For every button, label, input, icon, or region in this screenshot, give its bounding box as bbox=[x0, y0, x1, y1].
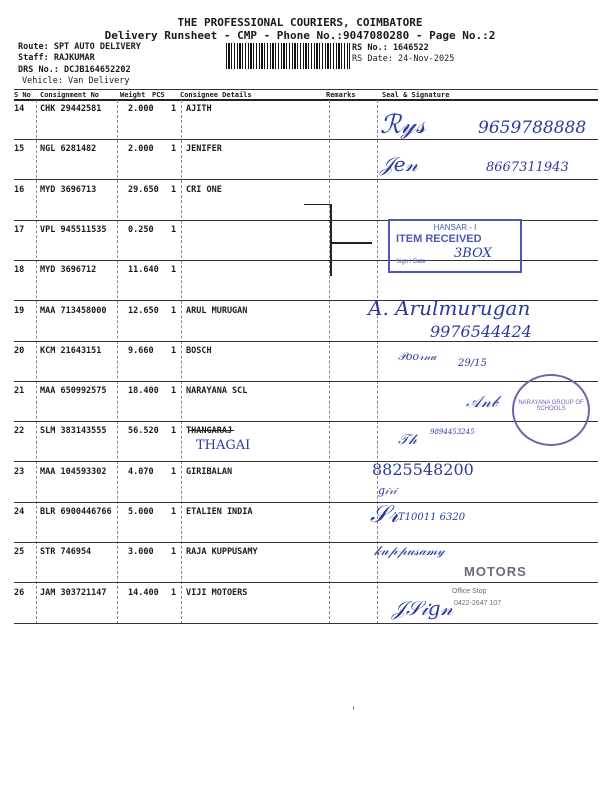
rs-number: RS No.: 1646522 bbox=[352, 43, 429, 53]
stamp-sign-label: Sign / Date bbox=[396, 259, 426, 265]
row-consignee: CRI ONE bbox=[186, 184, 222, 195]
table-row bbox=[0, 422, 600, 461]
signature-24: 𝒮𝓇 bbox=[370, 500, 399, 528]
row-consignee: AJITH bbox=[186, 104, 212, 114]
row-consignment-no: SLM 383143555 bbox=[40, 426, 107, 437]
motors-stamp-title: MOTORS bbox=[464, 564, 527, 579]
table-row bbox=[0, 181, 600, 220]
table-row bbox=[0, 382, 600, 421]
row-consignee: GIRIBALAN bbox=[186, 466, 233, 477]
stamp-title: HANSAR - I bbox=[433, 223, 477, 232]
row-consignment-no: BLR 6900446766 bbox=[40, 507, 112, 517]
handwritten-phone-19: 9976544424 bbox=[430, 322, 532, 341]
header-top-rule bbox=[14, 89, 598, 90]
row-consignment-no: CHK 29442581 bbox=[40, 104, 102, 114]
col-weight-header: Weight bbox=[120, 91, 146, 99]
row-pcs: 1 bbox=[171, 547, 177, 558]
col-sno-header: S No bbox=[14, 91, 31, 99]
handwritten-box-count: 3BOX bbox=[454, 246, 492, 261]
row-consignee: BOSCH bbox=[186, 345, 212, 356]
row-pcs: 1 bbox=[171, 144, 177, 155]
runsheet-subtitle: Delivery Runsheet - CMP - Phone No.:9047080280 - Page No.:2 bbox=[104, 29, 496, 42]
drs-label: DRS No.: DCJB164652202 bbox=[18, 65, 131, 75]
row-consignment-no: MAA 650992575 bbox=[40, 386, 107, 397]
col-seal-header: Seal & Signature bbox=[382, 91, 450, 99]
row-pcs: 1 bbox=[171, 345, 177, 356]
row-consignee: RAJA KUPPUSAMY bbox=[186, 547, 258, 558]
handwritten-phone-14: 9659788888 bbox=[478, 118, 587, 138]
row-consignment-no: MAA 104593302 bbox=[40, 466, 107, 477]
table-row bbox=[0, 463, 600, 502]
handwritten-note-22: 9894453245 bbox=[430, 428, 475, 436]
signature-22: 𝒯𝒽 bbox=[398, 432, 417, 448]
row-sno: 20 bbox=[14, 345, 25, 356]
signature-21: 𝒜𝓃𝒷 bbox=[466, 392, 498, 411]
row-consignment-no: MYD 3696712 bbox=[40, 265, 97, 276]
row-weight: 56.520 bbox=[128, 426, 159, 437]
handwritten-note-20: 29/15 bbox=[458, 358, 487, 369]
row-weight: 2.000 bbox=[128, 104, 154, 114]
row-pcs: 1 bbox=[171, 224, 177, 235]
table-row bbox=[0, 342, 600, 381]
page-title: THE PROFESSIONAL COURIERS, COIMBATORE bbox=[177, 16, 423, 29]
row-weight: 18.400 bbox=[128, 386, 159, 397]
row-consignment-no: VPL 945511535 bbox=[40, 224, 107, 235]
row-divider bbox=[14, 623, 598, 624]
row-consignee: VIJI MOTOERS bbox=[186, 587, 248, 598]
row-sno: 17 bbox=[14, 224, 25, 235]
row-consignee: JENIFER bbox=[186, 144, 222, 155]
motors-stamp-phone: 0422-2647 107 bbox=[454, 600, 502, 607]
row-pcs: 1 bbox=[171, 466, 177, 477]
strike-through bbox=[188, 430, 234, 431]
seal-text: NARAYANA GROUP OF SCHOOLS bbox=[518, 400, 584, 412]
signature-15: 𝒥𝑒𝓃 bbox=[380, 152, 418, 176]
row-weight: 29.650 bbox=[128, 184, 159, 195]
row-weight: 4.070 bbox=[128, 466, 154, 477]
row-weight: 9.660 bbox=[128, 345, 154, 356]
row-sno: 25 bbox=[14, 547, 25, 558]
stamp-main-text: ITEM RECEIVED bbox=[396, 233, 482, 245]
col-consignee-header: Consignee Details bbox=[180, 91, 252, 99]
row-weight: 2.000 bbox=[128, 144, 154, 155]
row-pcs: 1 bbox=[171, 305, 177, 316]
barcode bbox=[226, 43, 350, 69]
school-seal bbox=[512, 374, 590, 446]
row-consignment-no: MYD 3696713 bbox=[40, 184, 97, 195]
row-weight: 11.640 bbox=[128, 265, 159, 276]
row-consignment-no: NGL 6281482 bbox=[40, 144, 97, 155]
col-pcs-header: PCS bbox=[152, 91, 165, 99]
row-sno: 19 bbox=[14, 305, 25, 316]
row-pcs: 1 bbox=[171, 386, 177, 397]
stray-mark: ' bbox=[352, 706, 355, 717]
col-remarks-header: Remarks bbox=[326, 91, 356, 99]
signature-25: 𝓀𝓊𝓅𝓅𝓊𝓈𝒶𝓂𝓎 bbox=[374, 544, 445, 559]
staff-label: Staff: RAJKUMAR bbox=[18, 53, 95, 63]
handwritten-name-22: THAGAI bbox=[196, 438, 251, 453]
row-sno: 16 bbox=[14, 184, 25, 195]
row-weight: 0.250 bbox=[128, 224, 154, 235]
motors-stamp-sub: Office Stop bbox=[452, 588, 487, 595]
row-weight: 14.400 bbox=[128, 587, 159, 598]
row-consignment-no: JAM 303721147 bbox=[40, 587, 107, 598]
table-row bbox=[0, 503, 600, 542]
signature-23: 𝑔𝒾𝓇𝒾 bbox=[378, 484, 397, 497]
delivery-bracket bbox=[330, 204, 332, 276]
signature-26: 𝒥𝒮𝒾𝑔𝓃 bbox=[392, 596, 453, 620]
signature-14: ℛ𝓎𝓈 bbox=[380, 110, 426, 140]
handwritten-name-19: A. Arulmurugan bbox=[368, 296, 531, 320]
row-sno: 14 bbox=[14, 104, 25, 114]
row-pcs: 1 bbox=[171, 426, 177, 437]
row-sno: 21 bbox=[14, 386, 25, 397]
row-weight: 12.650 bbox=[128, 305, 159, 316]
route-label: Route: SPT AUTO DELIVERY bbox=[18, 42, 141, 52]
signature-20: 𝒫𝑜𝑜𝓇𝓃𝒶 bbox=[398, 350, 437, 363]
handwritten-note-24: T10011 6320 bbox=[398, 512, 466, 523]
row-consignment-no: KCM 21643151 bbox=[40, 345, 102, 356]
row-pcs: 1 bbox=[171, 587, 177, 598]
delivery-bracket bbox=[332, 242, 372, 244]
row-sno: 24 bbox=[14, 507, 25, 517]
row-sno: 22 bbox=[14, 426, 25, 437]
row-consignee: NARAYANA SCL bbox=[186, 386, 248, 397]
row-consignee: ARUL MURUGAN bbox=[186, 305, 248, 316]
row-sno: 26 bbox=[14, 587, 25, 598]
row-sno: 18 bbox=[14, 265, 25, 276]
row-pcs: 1 bbox=[171, 265, 177, 276]
row-pcs: 1 bbox=[171, 104, 177, 114]
delivery-bracket bbox=[304, 204, 330, 205]
rs-date: RS Date: 24-Nov-2025 bbox=[352, 54, 455, 64]
row-consignee: THANGARAJ bbox=[186, 426, 233, 437]
handwritten-phone-15: 8667311943 bbox=[486, 160, 569, 175]
row-consignment-no: STR 746954 bbox=[40, 547, 92, 558]
row-consignment-no: MAA 713458000 bbox=[40, 305, 107, 316]
vehicle-label: Vehicle: Van Delivery bbox=[22, 76, 130, 86]
handwritten-phone-23: 8825548200 bbox=[372, 460, 474, 479]
row-pcs: 1 bbox=[171, 184, 177, 195]
row-pcs: 1 bbox=[171, 507, 177, 517]
row-weight: 3.000 bbox=[128, 547, 154, 558]
row-weight: 5.000 bbox=[128, 507, 154, 517]
row-sno: 15 bbox=[14, 144, 25, 155]
row-consignee: ETALIEN INDIA bbox=[186, 507, 253, 517]
row-sno: 23 bbox=[14, 466, 25, 477]
col-consignment-header: Consignment No bbox=[40, 91, 100, 99]
